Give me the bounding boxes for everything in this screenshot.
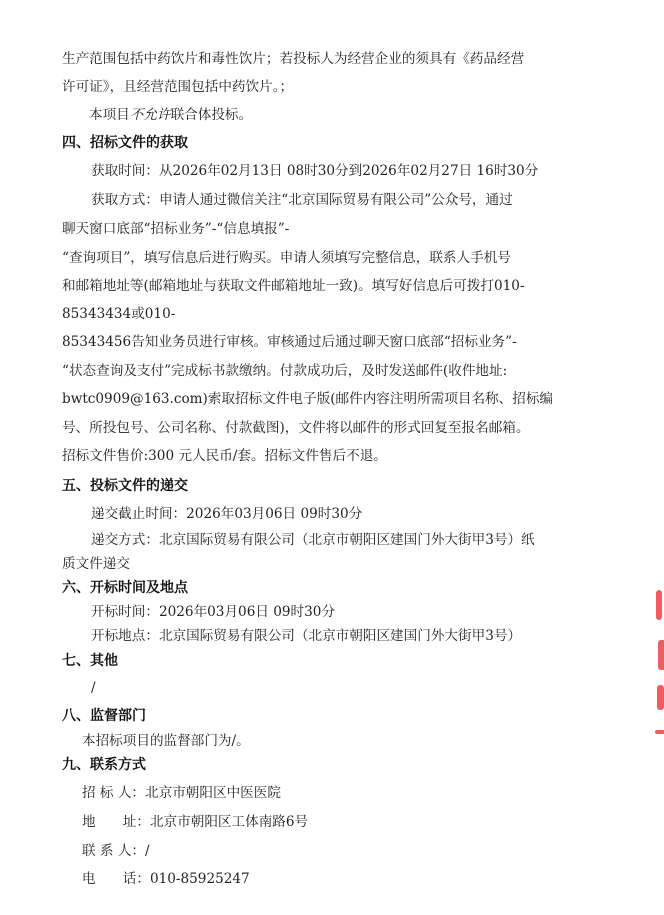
body-text: 和邮箱地址等(邮箱地址与获取文件邮箱地址一致)。填写好信息后可拨打010- xyxy=(62,278,525,294)
body-text: / xyxy=(91,680,96,696)
contact-phone: 电 话：010-85925247 xyxy=(82,871,250,887)
body-text: 递交截止时间：2026年03月06日 09时30分 xyxy=(91,506,363,522)
section-heading-6: 六、开标时间及地点 xyxy=(62,580,188,596)
body-text: 质文件递交 xyxy=(62,556,130,572)
body-text: 许可证》，且经营范围包括中药饮片。； xyxy=(62,79,294,95)
contact-address: 地 址：北京市朝阳区工体南路6号 xyxy=(82,814,309,830)
body-text: 号、所投包号、公司名称、付款截图)，文件将以邮件的形式回复至报名邮箱。 xyxy=(62,420,530,436)
body-text: 开标地点：北京国际贸易有限公司（北京市朝阳区建国门外大街甲3号） xyxy=(91,628,522,644)
body-text: 本招标项目的监督部门为/。 xyxy=(82,733,250,749)
body-text: 85343456告知业务员进行审核。审核通过后通过聊天窗口底部“招标业务”- xyxy=(62,334,517,350)
body-text: 获取时间：从2026年02月13日 08时30分到2026年02月27日 16时30分 xyxy=(91,163,539,179)
section-heading-9: 九、联系方式 xyxy=(62,757,146,773)
text: 本项目 xyxy=(89,107,130,123)
body-text: 招标文件售价:300 元人民币/套。招标文件售后不退。 xyxy=(62,448,387,464)
section-heading-5: 五、投标文件的递交 xyxy=(62,478,188,494)
body-text: 递交方式：北京国际贸易有限公司（北京市朝阳区建国门外大街甲3号）纸 xyxy=(91,532,535,548)
section-heading-8: 八、监督部门 xyxy=(62,708,146,724)
body-text: 生产范围包括中药饮片和毒性饮片；若投标人为经营企业的须具有《药品经营 xyxy=(62,51,525,67)
body-text: 聊天窗口底部“招标业务”-“信息填报”- xyxy=(62,221,290,237)
section-heading-4: 四、招标文件的获取 xyxy=(62,135,188,151)
red-seal-stamp xyxy=(654,590,664,740)
body-text: bwtc0909@163.com)索取招标文件电子版(邮件内容注明所需项目名称、招标编 xyxy=(62,391,554,407)
italic-text: 不允许 xyxy=(129,107,171,123)
body-text: 开标时间：2026年03月06日 09时30分 xyxy=(91,604,336,620)
consortium-statement xyxy=(89,106,252,124)
body-text: 获取方式：申请人通过微信关注“北京国际贸易有限公司”公众号，通过 xyxy=(91,192,513,208)
body-text: “状态查询及支付”完成标书款缴纳。付款成功后，及时发送邮件(收件地址: xyxy=(62,363,508,379)
body-text: 85343434或010- xyxy=(62,306,176,322)
section-heading-7: 七、其他 xyxy=(62,653,118,669)
contact-tenderer: 招 标 人：北京市朝阳区中医医院 xyxy=(82,785,281,801)
contact-person: 联 系 人：/ xyxy=(82,843,150,859)
text: 联合体投标。 xyxy=(170,107,253,123)
body-text: “查询项目”，填写信息后进行购买。申请人须填写完整信息，联系人手机号 xyxy=(62,250,511,266)
